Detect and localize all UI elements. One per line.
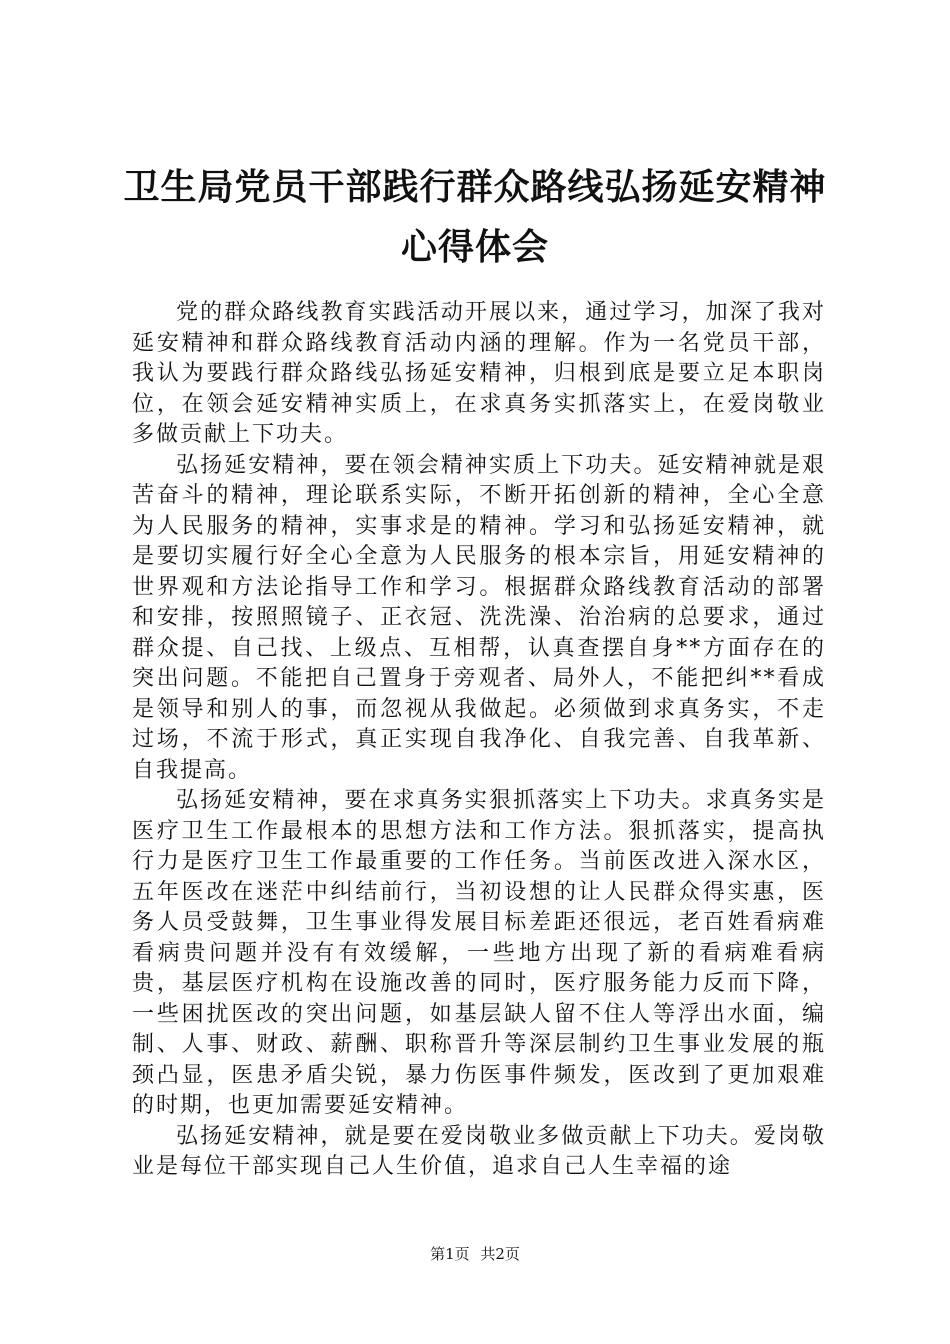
document-title: 卫生局党员干部践行群众路线弘扬延安精神心得体会 <box>123 167 827 268</box>
paragraph: 党的群众路线教育实践活动开展以来，通过学习，加深了我对延安精神和群众路线教育活动内涵的理解。作为一名党员干部，我认为要践行群众路线弘扬延安精神，归根到底是要立足本职岗位，在领会延安精神实质上，在求真务实抓落实上，在爱岗敬业多做贡献上下功夫。 <box>132 300 826 447</box>
page-number: 第1页 <box>430 1245 470 1263</box>
document-body <box>132 298 826 1183</box>
page-footer <box>0 1244 950 1264</box>
paragraph: 弘扬延安精神，要在领会精神实质上下功夫。延安精神就是艰苦奋斗的精神，理论联系实际，不断开拓创新的精神，全心全意为人民服务的精神，实事求是的精神。学习和弘扬延安精神，就是要切实履行好全心全意为人民服务的根本宗旨，用延安精神的世界观和方法论指导工作和学习。根据群众路线教育活动的部署和安排，按照照镜子、正衣冠、洗洗澡、治治病的总要求，通过群众提、自己找、上级点、互相帮，认真查摆自身**方面存在的突出问题。不能把自己置身于旁观者、局外人，不能把纠**看成是领导和别人的事，而忽视从我做起。必须做到求真务实，不走过场，不流于形式，真正实现自我净化、自我完善、自我革新、自我提高。 <box>132 452 826 783</box>
page-total: 共2页 <box>480 1245 520 1263</box>
paragraph: 弘扬延安精神，要在求真务实狠抓落实上下功夫。求真务实是医疗卫生工作最根本的思想方法和工作方法。狠抓落实，提高执行力是医疗卫生工作最重要的工作任务。当前医改进入深水区，五年医改在迷茫中纠结前行，当初设想的让人民群众得实惠，医务人员受鼓舞，卫生事业得发展目标差距还很远，老百姓看病难看病贵问题并没有有效缓解，一些地方出现了新的看病难看病贵，基层医疗机构在设施改善的同时，医疗服务能力反而下降，一些困扰医改的突出问题，如基层缺人留不住人等浮出水面，编制、人事、财政、薪酬、职称晋升等深层制约卫生事业发展的瓶颈凸显，医患矛盾尖锐，暴力伤医事件频发，医改到了更加艰难的时期，也更加需要延安精神。 <box>132 788 826 1118</box>
paragraph: 弘扬延安精神，就是要在爱岗敬业多做贡献上下功夫。爱岗敬业是每位干部实现自己人生价值，追求自己人生幸福的途 <box>132 1123 826 1179</box>
